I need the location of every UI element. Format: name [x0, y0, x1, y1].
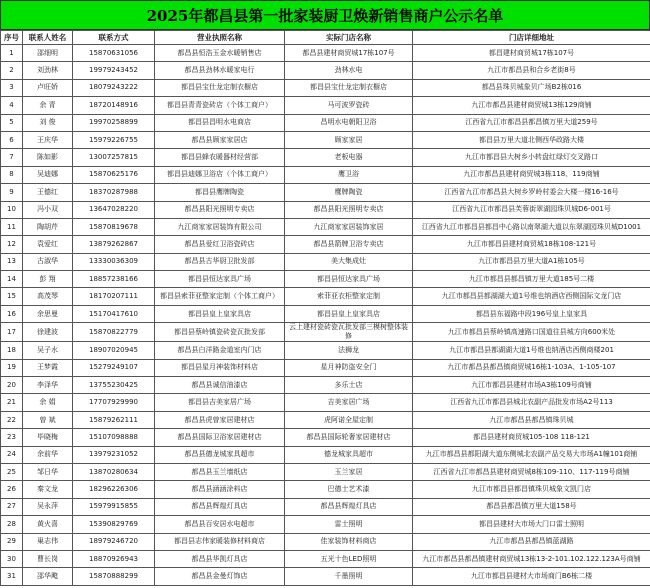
cell-store-address: 九江市都昌县都昌镇建材商贸城13栋13-2-101.102.122.123A号商铺 — [413, 550, 650, 567]
cell-store-name: 都昌县辉煌灯具店 — [285, 498, 413, 515]
header-store-name: 实际门店名称 — [285, 31, 413, 45]
cell-contact-name: 彭 翔 — [23, 271, 73, 288]
cell-contact-phone: 18370287988 — [73, 184, 155, 201]
cell-index: 29 — [1, 533, 23, 550]
cell-index: 1 — [1, 45, 23, 62]
table-header-row — [1, 31, 650, 45]
cell-contact-name: 毕晓梅 — [23, 429, 73, 446]
table-row — [1, 323, 650, 342]
cell-contact-phone: 13979231052 — [73, 446, 155, 463]
table-row — [1, 79, 650, 96]
cell-license-name: 都昌县恒达家具广场 — [155, 271, 285, 288]
header-license-name: 营业执照名称 — [155, 31, 285, 45]
cell-index: 21 — [1, 394, 23, 411]
cell-contact-phone: 15170417610 — [73, 305, 155, 322]
cell-contact-name: 邵华飑 — [23, 568, 73, 585]
cell-index: 20 — [1, 377, 23, 394]
cell-store-name: 法狮龙 — [285, 342, 413, 359]
cell-store-name: 星月神防盗安全门 — [285, 359, 413, 376]
cell-index: 8 — [1, 166, 23, 183]
cell-index: 3 — [1, 79, 23, 96]
cell-license-name: 都昌县青青瓷砖店（个体工商户） — [155, 97, 285, 114]
cell-license-name: 都昌县白洋路金道室内门店 — [155, 342, 285, 359]
cell-license-name: 都昌县国际卫浴家居建材店 — [155, 429, 285, 446]
cell-license-name: 都昌县劲林水暖家电行 — [155, 62, 285, 79]
table-row — [1, 359, 650, 376]
cell-contact-phone: 15870819678 — [73, 218, 155, 235]
cell-store-name: 佳家装饰材料商店 — [285, 533, 413, 550]
table-row — [1, 166, 650, 183]
table-row — [1, 271, 650, 288]
cell-index: 30 — [1, 550, 23, 567]
cell-contact-phone: 18296226306 — [73, 481, 155, 498]
cell-store-name: 巴德士艺术漆 — [285, 481, 413, 498]
cell-store-address: 九江市都昌县蔡岭镇高速路口国道往县城方向600米处 — [413, 323, 650, 342]
cell-license-name: 都昌县辉煌灯具店 — [155, 498, 285, 515]
cell-contact-phone: 18907020945 — [73, 342, 155, 359]
cell-store-address: 九江市都昌县都阳湖大道东侧城北农副产品交易大市场A1幢101商铺 — [413, 446, 650, 463]
cell-store-address: 九江市都昌县都昌镇商贸城16栋1-103A、1-105-107 — [413, 359, 650, 376]
cell-license-name: 都昌县蜂农暖器材经营部 — [155, 149, 285, 166]
cell-contact-name: 冯小双 — [23, 201, 73, 218]
cell-contact-name: 巢志伟 — [23, 533, 73, 550]
table-row — [1, 45, 650, 62]
cell-store-address: 都昌县建材大市场大门口雷士照明 — [413, 516, 650, 533]
cell-store-name: 九江商家家居装饰家居 — [285, 218, 413, 235]
cell-store-address: 江西省九江市都昌县都昌镇万里大道259号 — [413, 114, 650, 131]
cell-store-name: 五光十色LED照明 — [285, 550, 413, 567]
table-row — [1, 568, 650, 585]
cell-contact-phone: 15979226755 — [73, 131, 155, 148]
cell-license-name: 都昌县百安居水电超市 — [155, 516, 285, 533]
cell-contact-name: 吴永萍 — [23, 498, 73, 515]
cell-store-name: 老板电器 — [285, 149, 413, 166]
cell-contact-phone: 18079243222 — [73, 79, 155, 96]
cell-license-name: 都昌县顾家家居店 — [155, 131, 285, 148]
cell-license-name: 都昌县古华厨卫批发部 — [155, 253, 285, 270]
table-row — [1, 516, 650, 533]
cell-store-address: 九江市都昌县建材商贸城13栋129商铺 — [413, 97, 650, 114]
cell-store-address: 都昌县都昌镇万里大道158号 — [413, 498, 650, 515]
cell-contact-name: 徐建波 — [23, 323, 73, 342]
cell-contact-phone: 13007257815 — [73, 149, 155, 166]
cell-license-name: 都昌县诚信油漆店 — [155, 377, 285, 394]
cell-contact-phone: 13647028220 — [73, 201, 155, 218]
cell-index: 24 — [1, 446, 23, 463]
table-row — [1, 533, 650, 550]
cell-index: 28 — [1, 516, 23, 533]
cell-license-name: 都昌县迪娜卫浴店（个体工商户） — [155, 166, 285, 183]
cell-contact-name: 古淑华 — [23, 253, 73, 270]
cell-store-name: 德龙城家具超市 — [285, 446, 413, 463]
cell-contact-phone: 15107098888 — [73, 429, 155, 446]
cell-store-name: 玉兰家居 — [285, 463, 413, 480]
cell-license-name: 都昌县恒浩玉金水暖销售店 — [155, 45, 285, 62]
cell-license-name: 都昌县玉兰墙纸店 — [155, 463, 285, 480]
cell-contact-phone: 17707929990 — [73, 394, 155, 411]
cell-contact-phone: 15279249107 — [73, 359, 155, 376]
cell-contact-name: 王梦霞 — [23, 359, 73, 376]
header-contact-name: 联系人姓名 — [23, 31, 73, 45]
cell-index: 25 — [1, 463, 23, 480]
cell-store-address: 都昌县万里大道北侧西华政路大楼 — [413, 131, 650, 148]
cell-store-address: 九江市都昌县都昌镇珠贝城象文凯门店 — [413, 481, 650, 498]
cell-contact-name: 卢旺娇 — [23, 79, 73, 96]
cell-index: 18 — [1, 342, 23, 359]
cell-store-name: 都昌县国际轮奢家居建材店 — [285, 429, 413, 446]
table-row — [1, 481, 650, 498]
cell-contact-phone: 19979243452 — [73, 62, 155, 79]
cell-index: 26 — [1, 481, 23, 498]
cell-store-address: 江西省九江市都昌县建材商贸城8栋109-110、117-119号商铺 — [413, 463, 650, 480]
cell-contact-phone: 13870280634 — [73, 463, 155, 480]
cell-store-address: 九江市都昌县都昌镇蓝湖路 — [413, 533, 650, 550]
cell-contact-name: 余 娟 — [23, 394, 73, 411]
cell-license-name: 都昌县星月神装饰材料店 — [155, 359, 285, 376]
cell-contact-name: 陈如影 — [23, 149, 73, 166]
cell-license-name: 都昌县索菲亚整家定制（个体工商户） — [155, 288, 285, 305]
cell-contact-phone: 15979915855 — [73, 498, 155, 515]
cell-license-name: 都昌县阳光照明专卖店 — [155, 201, 285, 218]
cell-store-name: 吉美家居广场 — [285, 394, 413, 411]
cell-contact-name: 王德红 — [23, 184, 73, 201]
cell-store-address: 都昌县东福路中段196号皇上皇家具 — [413, 305, 650, 322]
table-row — [1, 411, 650, 428]
cell-contact-phone: 18979246720 — [73, 533, 155, 550]
cell-contact-name: 吴子水 — [23, 342, 73, 359]
cell-store-name: 都昌县宝仕龙定制衣橱店 — [285, 79, 413, 96]
cell-index: 22 — [1, 411, 23, 428]
cell-license-name: 都昌县皇上皇家具店 — [155, 305, 285, 322]
cell-contact-phone: 15870625176 — [73, 166, 155, 183]
cell-contact-name: 刘 俊 — [23, 114, 73, 131]
cell-index: 7 — [1, 149, 23, 166]
table-row — [1, 62, 650, 79]
cell-store-name: 都昌县皇上皇家具店 — [285, 305, 413, 322]
cell-index: 23 — [1, 429, 23, 446]
cell-store-address: 九江市都昌县都湖湖大道1号维也纳酒店西侧国际文龙门店 — [413, 288, 650, 305]
table-row — [1, 463, 650, 480]
cell-store-address: 九江市都昌县都昌镇珠贝城 — [413, 411, 650, 428]
cell-contact-phone: 13755230425 — [73, 377, 155, 394]
cell-store-name: 顾家家居 — [285, 131, 413, 148]
cell-store-name: 都昌县阳光照明专卖店 — [285, 201, 413, 218]
cell-store-address: 江西省九江市都昌县大树乡罗岭村委会大楼一楼16-16号 — [413, 184, 650, 201]
cell-index: 27 — [1, 498, 23, 515]
cell-store-name: 鹰卫浴 — [285, 166, 413, 183]
cell-index: 2 — [1, 62, 23, 79]
table-row — [1, 201, 650, 218]
table-row — [1, 550, 650, 567]
table-row — [1, 253, 650, 270]
table-row — [1, 114, 650, 131]
table-row — [1, 429, 650, 446]
cell-store-address: 九江市都昌县都昌镇万里大道185号二楼 — [413, 271, 650, 288]
cell-store-name: 云上建材瓷砖瓷瓦批发部三模树整体装修 — [285, 323, 413, 342]
cell-store-name: 昌明水电朝阳卫浴 — [285, 114, 413, 131]
cell-store-address: 九江市都昌县和合乡老街8号 — [413, 62, 650, 79]
cell-store-name: 索菲亚衣柜整家定制 — [285, 288, 413, 305]
cell-index: 13 — [1, 253, 23, 270]
cell-contact-phone: 18720148916 — [73, 97, 155, 114]
cell-contact-name: 邵细明 — [23, 45, 73, 62]
cell-contact-phone: 15870888299 — [73, 568, 155, 585]
cell-index: 6 — [1, 131, 23, 148]
cell-contact-name: 邹日华 — [23, 463, 73, 480]
cell-contact-phone: 15870631056 — [73, 45, 155, 62]
table-row — [1, 394, 650, 411]
cell-license-name: 都昌县虎曾家居建材店 — [155, 411, 285, 428]
cell-store-name: 雷士照明 — [285, 516, 413, 533]
cell-license-name: 都昌县涵涵涂料店 — [155, 481, 285, 498]
cell-index: 14 — [1, 271, 23, 288]
cell-contact-phone: 19970258899 — [73, 114, 155, 131]
cell-store-address: 都昌建材商贸城17栋107号 — [413, 45, 650, 62]
cell-contact-phone: 18170207111 — [73, 288, 155, 305]
cell-index: 4 — [1, 97, 23, 114]
cell-index: 16 — [1, 305, 23, 322]
table-row — [1, 97, 650, 114]
cell-contact-phone: 18857238166 — [73, 271, 155, 288]
cell-store-name: 马可波罗瓷砖 — [285, 97, 413, 114]
cell-index: 31 — [1, 568, 23, 585]
cell-contact-phone: 15390829769 — [73, 516, 155, 533]
cell-index: 5 — [1, 114, 23, 131]
cell-contact-name: 秦文龙 — [23, 481, 73, 498]
cell-contact-name: 陶胡芹 — [23, 218, 73, 235]
cell-index: 12 — [1, 236, 23, 253]
header-contact-phone: 联系方式 — [73, 31, 155, 45]
page-title: 2025年都昌县第一批家装厨卫焕新销售商户公示名单 — [146, 6, 504, 25]
cell-contact-phone: 13330036309 — [73, 253, 155, 270]
cell-store-address: 九江市都昌县大树乡小转盘红绿灯交叉路口 — [413, 149, 650, 166]
cell-store-address: 九江市都昌县建材市场A3栋109号商铺 — [413, 377, 650, 394]
cell-contact-name: 王庆华 — [23, 131, 73, 148]
cell-store-name: 千墨照明 — [285, 568, 413, 585]
cell-store-address: 都昌县珠贝城象贝广场B2栋016 — [413, 79, 650, 96]
table-row — [1, 305, 650, 322]
cell-contact-name: 吴迪娜 — [23, 166, 73, 183]
page-title-bar — [0, 0, 650, 30]
cell-store-address: 九江市都昌县建材商贸城3栋118、119商铺 — [413, 166, 650, 183]
header-store-address: 门店详细地址 — [413, 31, 650, 45]
cell-contact-name: 李泽华 — [23, 377, 73, 394]
cell-license-name: 都昌县志伟家暖装修材料商店 — [155, 533, 285, 550]
cell-license-name: 都昌县华凯灯具店 — [155, 550, 285, 567]
cell-license-name: 都昌县鹰牌陶瓷 — [155, 184, 285, 201]
cell-license-name: 都昌县吉美家居广场 — [155, 394, 285, 411]
cell-store-address: 江西省九江市都昌县城北农副产品批发市场A2号113 — [413, 394, 650, 411]
cell-contact-name: 余 青 — [23, 97, 73, 114]
cell-store-name: 多乐士店 — [285, 377, 413, 394]
table-row — [1, 342, 650, 359]
cell-store-name: 美大集成灶 — [285, 253, 413, 270]
cell-index: 10 — [1, 201, 23, 218]
cell-store-name: 都昌县恒达家具广场 — [285, 271, 413, 288]
cell-store-address: 江西省九江市都昌县都昌中心路以南翠湖大道以东翠湖园珠贝城D1001 — [413, 218, 650, 235]
cell-license-name: 都昌县德龙城家具超市 — [155, 446, 285, 463]
cell-store-name: 虎阿诺全屋定制 — [285, 411, 413, 428]
cell-contact-name: 余前华 — [23, 446, 73, 463]
cell-contact-name: 黄火喜 — [23, 516, 73, 533]
cell-store-name: 劲林水电 — [285, 62, 413, 79]
cell-index: 17 — [1, 323, 23, 342]
cell-contact-phone: 15870822779 — [73, 323, 155, 342]
table-row — [1, 377, 650, 394]
table-row — [1, 184, 650, 201]
cell-contact-phone: 18870926943 — [73, 550, 155, 567]
cell-index: 11 — [1, 218, 23, 235]
cell-contact-name: 袁爱红 — [23, 236, 73, 253]
merchant-table — [0, 30, 650, 586]
cell-license-name: 都昌县爱红卫浴瓷砖店 — [155, 236, 285, 253]
table-row — [1, 149, 650, 166]
cell-contact-name: 余思曼 — [23, 305, 73, 322]
cell-contact-phone: 15879262111 — [73, 411, 155, 428]
table-row — [1, 288, 650, 305]
cell-license-name: 九江商家家居装饰有限公司 — [155, 218, 285, 235]
cell-index: 9 — [1, 184, 23, 201]
cell-store-address: 九江市都昌县万里大道A1栋105号 — [413, 253, 650, 270]
table-row — [1, 131, 650, 148]
cell-license-name: 都昌县金曼灯饰店 — [155, 568, 285, 585]
table-row — [1, 218, 650, 235]
cell-license-name: 都昌县昌明水电商店 — [155, 114, 285, 131]
cell-store-address: 九江市都昌县都湖湖大道1号维也纳酒店西侧商楼201 — [413, 342, 650, 359]
header-index: 序号 — [1, 31, 23, 45]
cell-contact-name: 曹长岗 — [23, 550, 73, 567]
table-row — [1, 498, 650, 515]
table-row — [1, 236, 650, 253]
cell-store-name: 都昌县建材商贸城17栋107号 — [285, 45, 413, 62]
cell-store-name: 都昌县箭牌卫浴专卖店 — [285, 236, 413, 253]
cell-contact-name: 曾 斌 — [23, 411, 73, 428]
cell-license-name: 都昌县宝仕龙定制衣橱店 — [155, 79, 285, 96]
cell-store-address: 都昌县建材商贸城105-108 118-121 — [413, 429, 650, 446]
cell-contact-phone: 13879262867 — [73, 236, 155, 253]
cell-store-name: 鹰牌陶瓷 — [285, 184, 413, 201]
cell-contact-name: 高茂琴 — [23, 288, 73, 305]
cell-license-name: 都昌县蔡岭镇瓷砖瓷瓦批发部 — [155, 323, 285, 342]
cell-index: 15 — [1, 288, 23, 305]
cell-index: 19 — [1, 359, 23, 376]
cell-store-address: 九江市都昌县建材大市场商门B6栋二楼 — [413, 568, 650, 585]
cell-store-address: 江西省九江市都昌县芙蓉街翠湖园珠贝城D6-001号 — [413, 201, 650, 218]
table-row — [1, 446, 650, 463]
cell-contact-name: 刘劲林 — [23, 62, 73, 79]
cell-store-address: 九江市都昌县建材商贸城18栋108-121号 — [413, 236, 650, 253]
